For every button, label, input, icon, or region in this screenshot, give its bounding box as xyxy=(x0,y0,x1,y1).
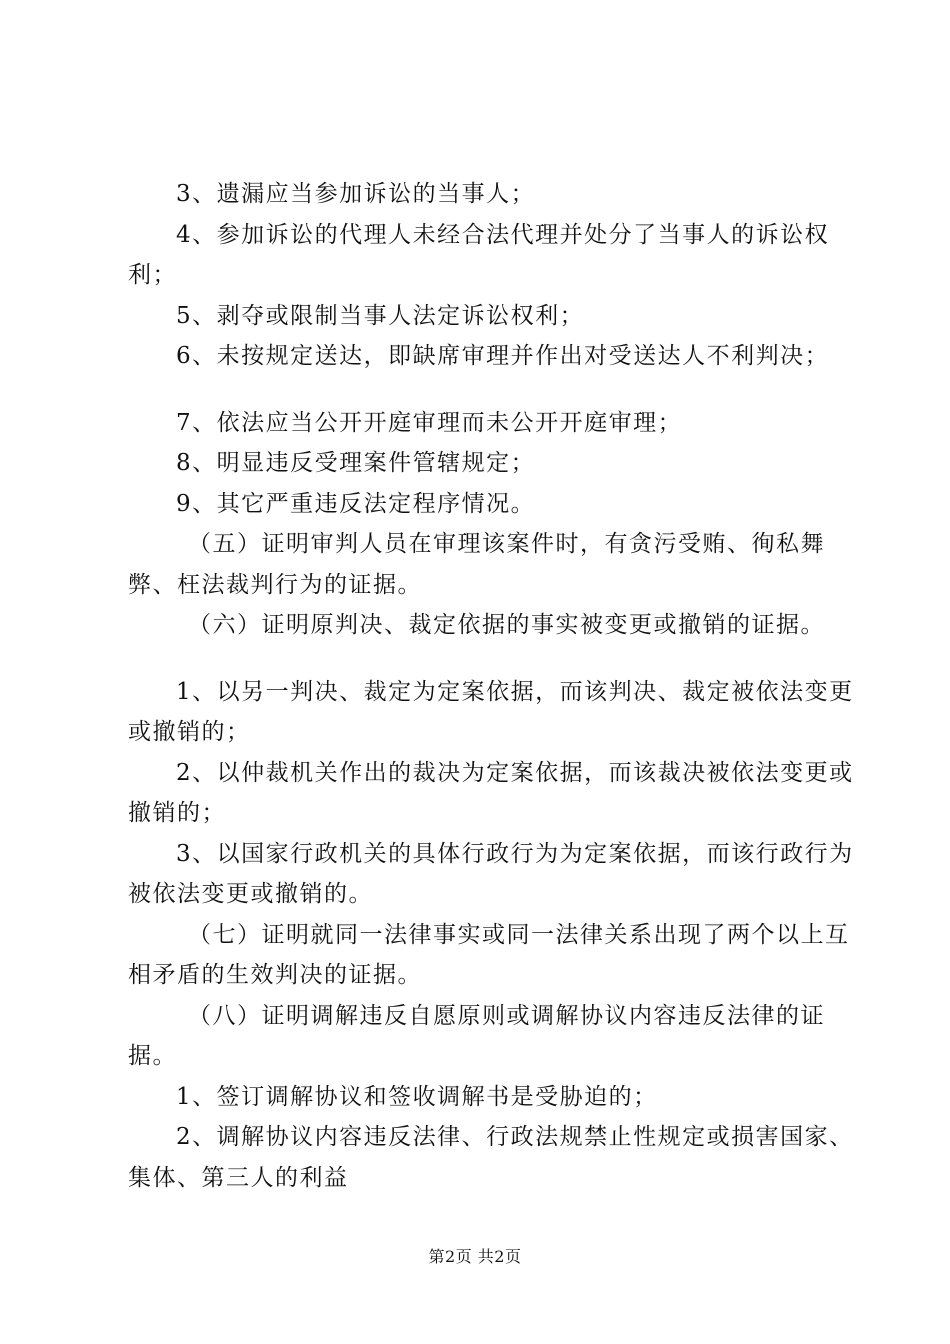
paragraph-section-7: （七）证明就同一法律事实或同一法律关系出现了两个以上互相矛盾的生效判决的证据。 xyxy=(128,921,850,988)
paragraph-section-8: （八）证明调解违反自愿原则或调解协议内容违反法律的证据。 xyxy=(128,1002,825,1069)
paragraph-section-6: （六）证明原判决、裁定依据的事实被变更或撤销的证据。 xyxy=(188,612,825,638)
paragraph-sub-1: 1、以另一判决、裁定为定案依据，而该判决、裁定被依法变更或撤销的； xyxy=(128,678,854,745)
document-body xyxy=(128,174,858,1198)
paragraph-item-5: 5、剥夺或限制当事人法定诉讼权利； xyxy=(176,302,585,329)
paragraph-item-9: 9、其它严重违反法定程序情况。 xyxy=(176,490,536,517)
paragraph-sub-3: 3、以国家行政机关的具体行政行为为定案依据，而该行政行为被依法变更或撤销的。 xyxy=(128,840,854,907)
paragraph-sub-2: 2、以仲裁机关作出的裁决为定案依据，而该裁决被依法变更或撤销的； xyxy=(128,759,854,826)
paragraph-item-3: 3、遗漏应当参加诉讼的当事人； xyxy=(176,181,536,207)
paragraph-item-8: 8、明显违反受理案件管辖规定； xyxy=(176,450,536,476)
paragraph-mediation-2: 2、调解协议内容违反法律、行政法规禁止性规定或损害国家、集体、第三人的利益 xyxy=(128,1124,854,1191)
page-footer: 第2页 共2页 xyxy=(428,1247,522,1266)
paragraph-item-7: 7、依法应当公开开庭审理而未公开开庭审理； xyxy=(176,409,683,436)
paragraph-mediation-1: 1、签订调解协议和签收调解书是受胁迫的； xyxy=(176,1083,658,1110)
paragraph-item-6: 6、未按规定送达，即缺席审理并作出对受送达人不利判决； xyxy=(176,343,830,369)
paragraph-item-4: 4、参加诉讼的代理人未经合法代理并处分了当事人的诉讼权利； xyxy=(128,221,830,288)
paragraph-section-5: （五）证明审判人员在审理该案件时，有贪污受贿、徇私舞弊、枉法裁判行为的证据。 xyxy=(128,531,825,598)
